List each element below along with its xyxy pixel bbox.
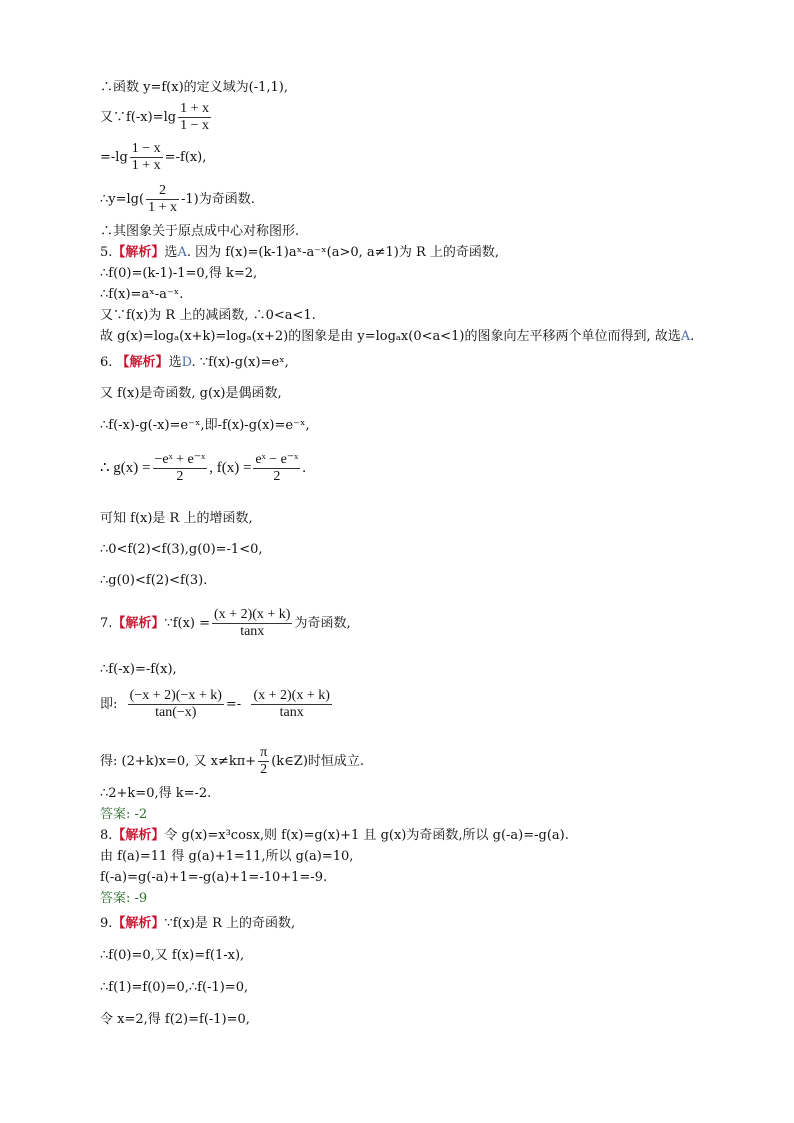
- denominator: tanx: [279, 705, 304, 720]
- fraction: [146, 183, 179, 216]
- analysis-tag: 【解析】: [112, 245, 165, 260]
- numerator: (x + 2)(x + k): [214, 607, 291, 622]
- formula-text: , f(x) =: [209, 460, 252, 476]
- formula-line: [100, 688, 334, 721]
- text: 故 g(x)=logₐ(x+k)=logₐ(x+2)的图象是由 y=logₐx(0<a<1)的图象向左平移两个单位而得到, 故选: [100, 329, 681, 344]
- question-number: 8.: [100, 828, 113, 843]
- fraction: [153, 452, 208, 485]
- numerator: π: [260, 745, 268, 760]
- fraction: [258, 745, 269, 778]
- text: 又∵f(-x)=lg: [100, 110, 177, 125]
- numerator: 1 − x: [131, 141, 161, 156]
- fraction: [130, 141, 163, 174]
- denominator: tan(−x): [155, 705, 197, 720]
- text-line: ∴f(-x)=-f(x),: [100, 662, 177, 677]
- text: 令 g(x)=x³cosx,则 f(x)=g(x)+1 且 g(x)为奇函数,所以 g(-a)=-g(a).: [164, 828, 569, 843]
- numerator: (x + 2)(x + k): [253, 688, 330, 703]
- text-line: ∴f(-x)-g(-x)=e⁻ˣ,即-f(x)-g(x)=e⁻ˣ,: [100, 418, 310, 433]
- text-line: 由 f(a)=11 得 g(a)+1=11,所以 g(a)=10,: [100, 849, 354, 864]
- text-line: f(-a)=g(-a)+1=-g(a)+1=-10+1=-9.: [100, 870, 328, 885]
- text-line: [100, 183, 255, 216]
- text-line: ∴f(0)=(k-1)-1=0,得 k=2,: [100, 266, 258, 281]
- text: .: [690, 329, 695, 344]
- formula-text: ∴ g(x) =: [100, 460, 151, 476]
- fraction: [212, 607, 292, 640]
- text: =-lg: [100, 150, 128, 165]
- fraction: [251, 688, 331, 721]
- formula-line: [100, 452, 306, 485]
- text-line: 令 x=2,得 f(2)=f(-1)=0,: [100, 1012, 250, 1027]
- option-letter: A: [177, 245, 187, 260]
- question-6-line: [100, 355, 289, 371]
- text: (k∈Z)时恒成立.: [271, 754, 365, 769]
- text-line: ∴f(1)=f(0)=0,∴f(-1)=0,: [100, 980, 249, 995]
- text-line: ∴其图象关于原点成中心对称图形.: [100, 224, 300, 239]
- text-line: ∴函数 y=f(x)的定义域为(-1,1),: [100, 80, 288, 95]
- analysis-tag: 【解析】: [116, 355, 169, 370]
- option-letter: D: [181, 355, 192, 370]
- question-5-line: [100, 245, 499, 261]
- text-line: 可知 f(x)是 R 上的增函数,: [100, 511, 253, 526]
- question-9-line: [100, 916, 295, 932]
- numerator: 2: [146, 183, 179, 200]
- numerator: (−x + 2)(−x + k): [129, 688, 222, 703]
- option-letter: A: [680, 329, 691, 344]
- text-line: [100, 141, 206, 174]
- analysis-tag: 【解析】: [112, 616, 165, 631]
- text: -1)为奇函数.: [180, 192, 255, 207]
- answer-line: 答案: -2: [100, 807, 148, 822]
- denominator: 2: [260, 762, 268, 777]
- question-number: 9.: [100, 916, 113, 931]
- denominator: 1 + x: [131, 158, 161, 173]
- question-7-line: [100, 607, 351, 640]
- text-line: ∴0<f(2)<f(3),g(0)=-1<0,: [100, 542, 263, 557]
- answer-line: 答案: -9: [100, 891, 148, 906]
- text-line: ∴g(0)<f(2)<f(3).: [100, 573, 208, 588]
- denominator: 1 + x: [148, 200, 177, 215]
- numerator: 1 + x: [180, 101, 209, 116]
- text-line: [100, 329, 694, 345]
- fraction: [253, 452, 300, 485]
- denominator: 1 − x: [180, 118, 209, 133]
- text: ∵f(x) =: [164, 616, 211, 631]
- numerator: eˣ − e⁻ˣ: [255, 452, 299, 467]
- text: 为奇函数,: [294, 616, 351, 631]
- text-line: [100, 101, 213, 134]
- numerator: −eˣ + e⁻ˣ: [154, 452, 206, 467]
- text-line: 又 f(x)是奇函数, g(x)是偶函数,: [100, 386, 282, 401]
- denominator: tanx: [240, 624, 265, 639]
- text: 得: (2+k)x=0, 又 x≠kπ+: [100, 754, 257, 769]
- formula-text: .: [302, 460, 306, 476]
- fraction: [128, 688, 224, 721]
- question-number: 6.: [100, 355, 113, 370]
- text-line: ∴f(0)=0,又 f(x)=f(1-x),: [100, 948, 245, 963]
- text-line: 又∵f(x)为 R 上的减函数, ∴0<a<1.: [100, 308, 316, 323]
- text: =-f(x),: [164, 150, 207, 165]
- text-line: ∴2+k=0,得 k=-2.: [100, 786, 212, 801]
- text: ∴y=lg(: [100, 192, 145, 207]
- text: . ∵f(x)-g(x)=eˣ,: [191, 355, 289, 370]
- question-8-line: [100, 828, 569, 844]
- question-number: 7.: [100, 616, 113, 631]
- text: 即:: [100, 697, 118, 712]
- denominator: 2: [273, 469, 281, 484]
- text: 选: [164, 245, 178, 260]
- analysis-tag: 【解析】: [112, 828, 165, 843]
- text: 选: [168, 355, 182, 370]
- fraction: [178, 101, 211, 134]
- text: ∵f(x)是 R 上的奇函数,: [164, 916, 296, 931]
- analysis-tag: 【解析】: [112, 916, 165, 931]
- text-line: ∴f(x)=aˣ-a⁻ˣ.: [100, 287, 184, 302]
- question-number: 5.: [100, 245, 113, 260]
- text: =-: [225, 697, 242, 712]
- text: . 因为 f(x)=(k-1)aˣ-a⁻ˣ(a>0, a≠1)为 R 上的奇函数,: [186, 245, 500, 260]
- denominator: 2: [176, 469, 184, 484]
- formula-line: [100, 745, 364, 778]
